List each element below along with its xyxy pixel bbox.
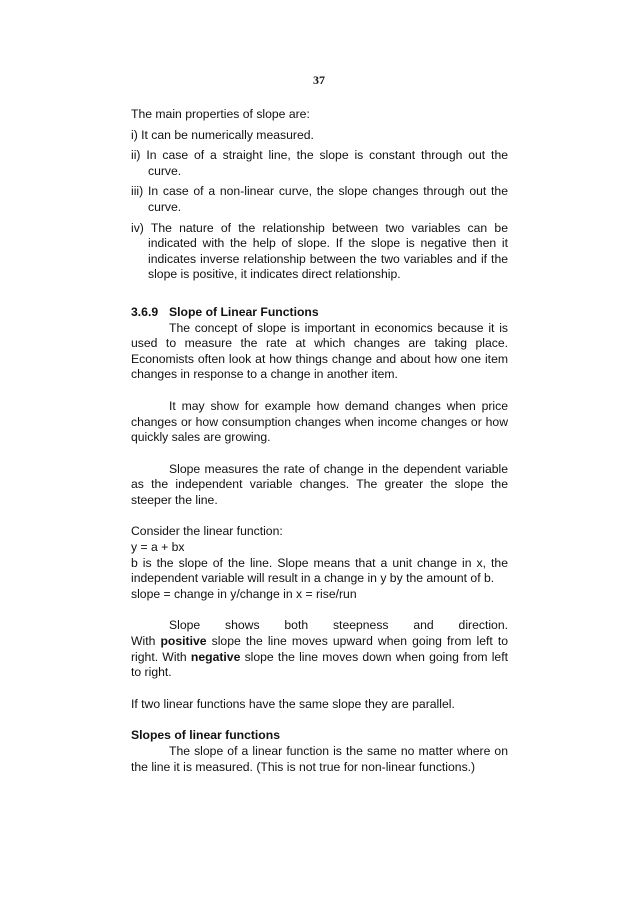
paragraph: It may show for example how demand changes when price changes or how consumption changes when income changes or how quickly sales are growing. <box>131 398 508 445</box>
slopes-heading: Slopes of linear functions <box>131 728 280 743</box>
positive-term: positive <box>160 634 207 649</box>
parallel-note: If two linear functions have the same slope they are parallel. <box>131 696 455 711</box>
property-item: i) It can be numerically measured. <box>131 127 314 142</box>
property-item: iv) The nature of the relationship between two variables can be indicated with the help of slope. If the slope is negative then it indicates inverse relationship between the two variables and if the slope is positive, it indicates direct relationship. <box>131 220 508 282</box>
property-item: ii) In case of a straight line, the slope is constant through out the curve. <box>131 148 508 178</box>
paragraph: The concept of slope is important in economics because it is used to measure the rate at which changes are taking place. Economists often look at how things change and about how one item changes in response to a change in another item. <box>131 320 508 382</box>
page-body <box>131 107 508 775</box>
paragraph: Slope measures the rate of change in the dependent variable as the independent variable changes. The greater the slope the steeper the line. <box>131 461 508 507</box>
direction-line1: Slope shows both steepness and direction. <box>169 618 508 633</box>
negative-term: negative <box>190 649 241 664</box>
property-item: iii) In case of a non-linear curve, the slope changes through out the curve. <box>131 184 508 214</box>
slopes-paragraph: The slope of a linear function is the same no matter where on the line it is measured. (This is not true for non-linear functions.) <box>131 744 508 774</box>
direction-text-a: With <box>131 634 161 649</box>
page-number: 37 <box>313 73 325 87</box>
linear-intro: Consider the linear function: <box>131 524 283 539</box>
slope-formula: slope = change in y/change in x = rise/run <box>131 586 357 601</box>
direction-text-c: slope the line moves down when going from left to right. <box>131 649 508 680</box>
linear-explanation: b is the slope of the line. Slope means that a unit change in x, the independent variable will result in a change in y by the amount of b. <box>131 555 508 586</box>
linear-equation: y = a + bx <box>131 540 185 555</box>
direction-text-b: slope the line moves upward when going from left to right. With <box>131 634 508 664</box>
section-heading <box>131 305 508 321</box>
properties-intro: The main properties of slope are: <box>131 107 310 121</box>
section-number: 3.6.9 <box>131 304 159 319</box>
section-title: Slope of Linear Functions <box>169 304 319 319</box>
direction-paragraph <box>131 618 508 680</box>
